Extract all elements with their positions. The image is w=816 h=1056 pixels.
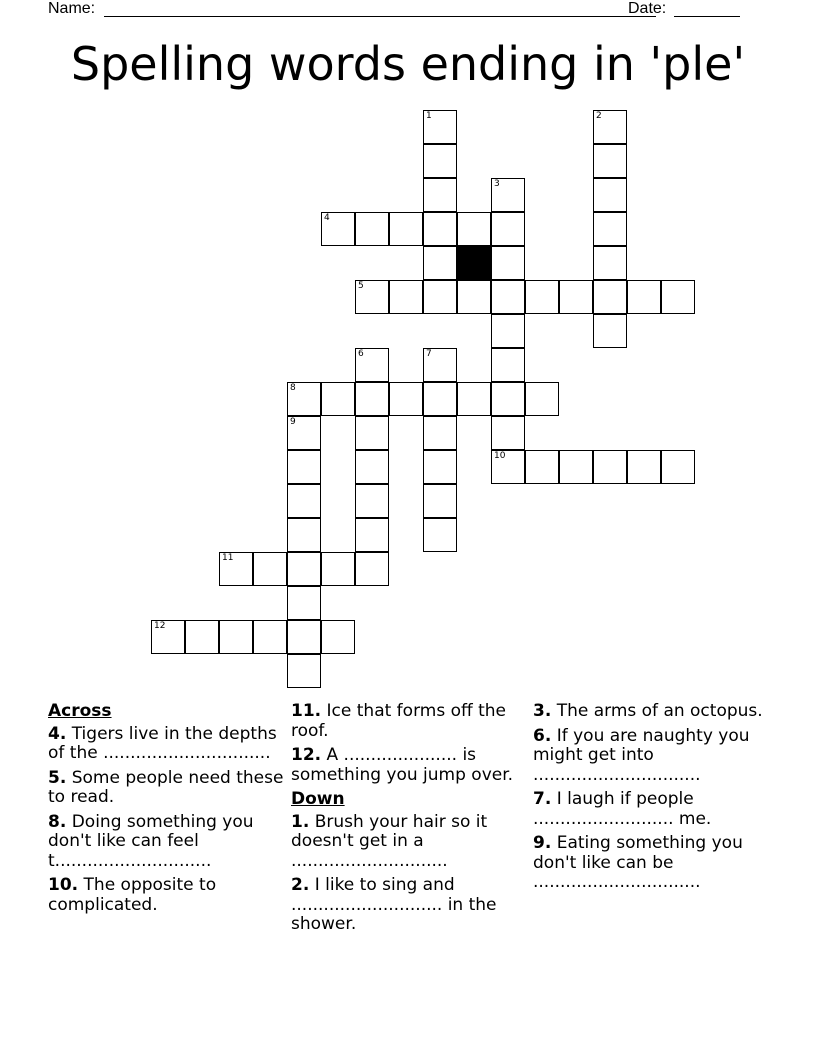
grid-cell[interactable] <box>491 382 525 416</box>
grid-cell[interactable] <box>287 382 321 416</box>
clue <box>533 727 769 786</box>
clue-number: 6 <box>358 349 364 359</box>
clue-number: 5. <box>48 767 67 788</box>
grid-cell[interactable] <box>355 552 389 586</box>
clue-number: 7 <box>426 349 432 359</box>
clue-text: Ice that forms off the roof. <box>291 701 506 741</box>
grid-cell[interactable] <box>423 416 457 450</box>
clue-number: 7. <box>533 789 552 809</box>
clue <box>291 746 527 785</box>
grid-cell[interactable] <box>423 144 457 178</box>
grid-cell[interactable] <box>423 382 457 416</box>
grid-cell[interactable] <box>491 280 525 314</box>
clue-number: 4. <box>48 723 67 744</box>
grid-cell[interactable] <box>355 280 389 314</box>
grid-cell[interactable] <box>355 450 389 484</box>
clue-number: 9 <box>290 417 296 427</box>
clue-text: I laugh if people .......................... me. <box>533 789 712 829</box>
clue-text: If you are naughty you might get into ............................... <box>533 725 750 785</box>
clue-number: 8. <box>48 811 67 832</box>
page-title: Spelling words ending in 'ple' <box>70 37 746 91</box>
name-label: Name: <box>48 0 96 17</box>
grid-cell[interactable] <box>423 280 457 314</box>
clue <box>48 769 284 808</box>
grid-cell[interactable] <box>559 450 593 484</box>
clue <box>291 876 527 935</box>
clue-number: 10. <box>48 875 79 895</box>
clue <box>533 702 769 722</box>
grid-cell[interactable] <box>457 212 491 246</box>
clue-number: 11. <box>291 701 322 721</box>
grid-cell[interactable] <box>185 620 219 654</box>
grid-cell[interactable] <box>423 246 457 280</box>
clue-number: 2. <box>291 875 310 895</box>
grid-cell[interactable] <box>559 280 593 314</box>
grid-cell[interactable] <box>491 246 525 280</box>
grid-cell[interactable] <box>355 484 389 518</box>
clue-number: 12 <box>154 621 166 631</box>
grid-cell[interactable] <box>423 178 457 212</box>
clue-number: 12. <box>291 745 322 765</box>
clue-text: Eating something you don't like can be ............................... <box>533 833 743 892</box>
grid-cell[interactable] <box>457 280 491 314</box>
clue <box>291 702 527 741</box>
grid-cell[interactable] <box>355 518 389 552</box>
grid-cell[interactable] <box>253 620 287 654</box>
grid-cell[interactable] <box>661 280 695 314</box>
clue-text: Brush your hair so it doesn't get in a ............................. <box>291 811 488 871</box>
grid-cell[interactable] <box>219 620 253 654</box>
grid-cell[interactable] <box>423 348 457 382</box>
grid-cell[interactable] <box>287 654 321 688</box>
grid-cell[interactable] <box>355 212 389 246</box>
clue <box>533 834 769 893</box>
grid-cell[interactable] <box>287 416 321 450</box>
grid-cell[interactable] <box>525 450 559 484</box>
grid-cell[interactable] <box>321 620 355 654</box>
black-cell <box>457 246 491 280</box>
clue-number: 3. <box>533 701 552 721</box>
grid-cell[interactable] <box>491 178 525 212</box>
grid-cell[interactable] <box>593 212 627 246</box>
grid-cell[interactable] <box>321 552 355 586</box>
grid-cell[interactable] <box>287 518 321 552</box>
clue-number: 10 <box>494 451 506 461</box>
grid-cell[interactable] <box>355 382 389 416</box>
grid-cell[interactable] <box>423 450 457 484</box>
down-heading: Down <box>291 789 345 809</box>
grid-cell[interactable] <box>355 416 389 450</box>
clue <box>48 813 284 872</box>
clue-number: 6. <box>533 725 552 746</box>
clue <box>48 876 284 915</box>
grid-cell[interactable] <box>491 348 525 382</box>
clue-text: A ..................... is something you jump over. <box>291 745 514 785</box>
clue-number: 3 <box>494 179 500 189</box>
clues-column-2 <box>291 702 527 940</box>
clue-number: 4 <box>324 213 330 223</box>
grid-cell[interactable] <box>253 552 287 586</box>
grid-cell[interactable] <box>491 450 525 484</box>
across-heading: Across <box>48 701 112 721</box>
clue <box>533 790 769 829</box>
grid-cell[interactable] <box>491 416 525 450</box>
clue-number: 1. <box>291 811 310 832</box>
clue-number: 5 <box>358 281 364 291</box>
grid-cell[interactable] <box>525 382 559 416</box>
grid-cell[interactable] <box>661 450 695 484</box>
grid-cell[interactable] <box>389 280 423 314</box>
grid-cell[interactable] <box>287 450 321 484</box>
grid-cell[interactable] <box>593 144 627 178</box>
clue-number: 8 <box>290 383 296 393</box>
grid-cell[interactable] <box>491 314 525 348</box>
grid-cell[interactable] <box>287 586 321 620</box>
grid-cell[interactable] <box>423 518 457 552</box>
grid-cell[interactable] <box>355 348 389 382</box>
grid-cell[interactable] <box>287 484 321 518</box>
grid-cell[interactable] <box>389 212 423 246</box>
grid-cell[interactable] <box>593 246 627 280</box>
grid-cell[interactable] <box>593 450 627 484</box>
grid-cell[interactable] <box>457 382 491 416</box>
clue-text: The opposite to complicated. <box>48 875 217 915</box>
date-label: Date: <box>628 0 667 17</box>
clue-text: The arms of an octopus. <box>551 701 763 721</box>
grid-cell[interactable] <box>287 620 321 654</box>
grid-cell[interactable] <box>321 382 355 416</box>
clue-number: 11 <box>222 553 234 563</box>
clue-number: 9. <box>533 833 552 853</box>
clue <box>48 725 284 764</box>
grid-cell[interactable] <box>525 280 559 314</box>
grid-cell[interactable] <box>287 552 321 586</box>
clue-text: I like to sing and ............................ in the shower. <box>291 875 497 934</box>
grid-cell[interactable] <box>219 552 253 586</box>
clue-number: 2 <box>596 111 602 121</box>
grid-cell[interactable] <box>593 280 627 314</box>
clue-text: Tigers live in the depths of the ............................... <box>48 723 277 763</box>
grid-cell[interactable] <box>423 212 457 246</box>
grid-cell[interactable] <box>593 178 627 212</box>
grid-cell[interactable] <box>151 620 185 654</box>
clue-number: 1 <box>426 111 432 121</box>
grid-cell[interactable] <box>491 212 525 246</box>
grid-cell[interactable] <box>423 110 457 144</box>
grid-cell[interactable] <box>593 110 627 144</box>
clues-column-3 <box>533 702 769 898</box>
grid-cell[interactable] <box>593 314 627 348</box>
clue-text: Doing something you don't like can feel t............................. <box>48 811 254 871</box>
grid-cell[interactable] <box>321 212 355 246</box>
clue <box>291 813 527 872</box>
grid-cell[interactable] <box>423 484 457 518</box>
grid-cell[interactable] <box>389 382 423 416</box>
clues-column-1 <box>48 702 284 920</box>
grid-cell[interactable] <box>627 280 661 314</box>
clue-text: Some people need these to read. <box>48 767 284 807</box>
grid-cell[interactable] <box>627 450 661 484</box>
